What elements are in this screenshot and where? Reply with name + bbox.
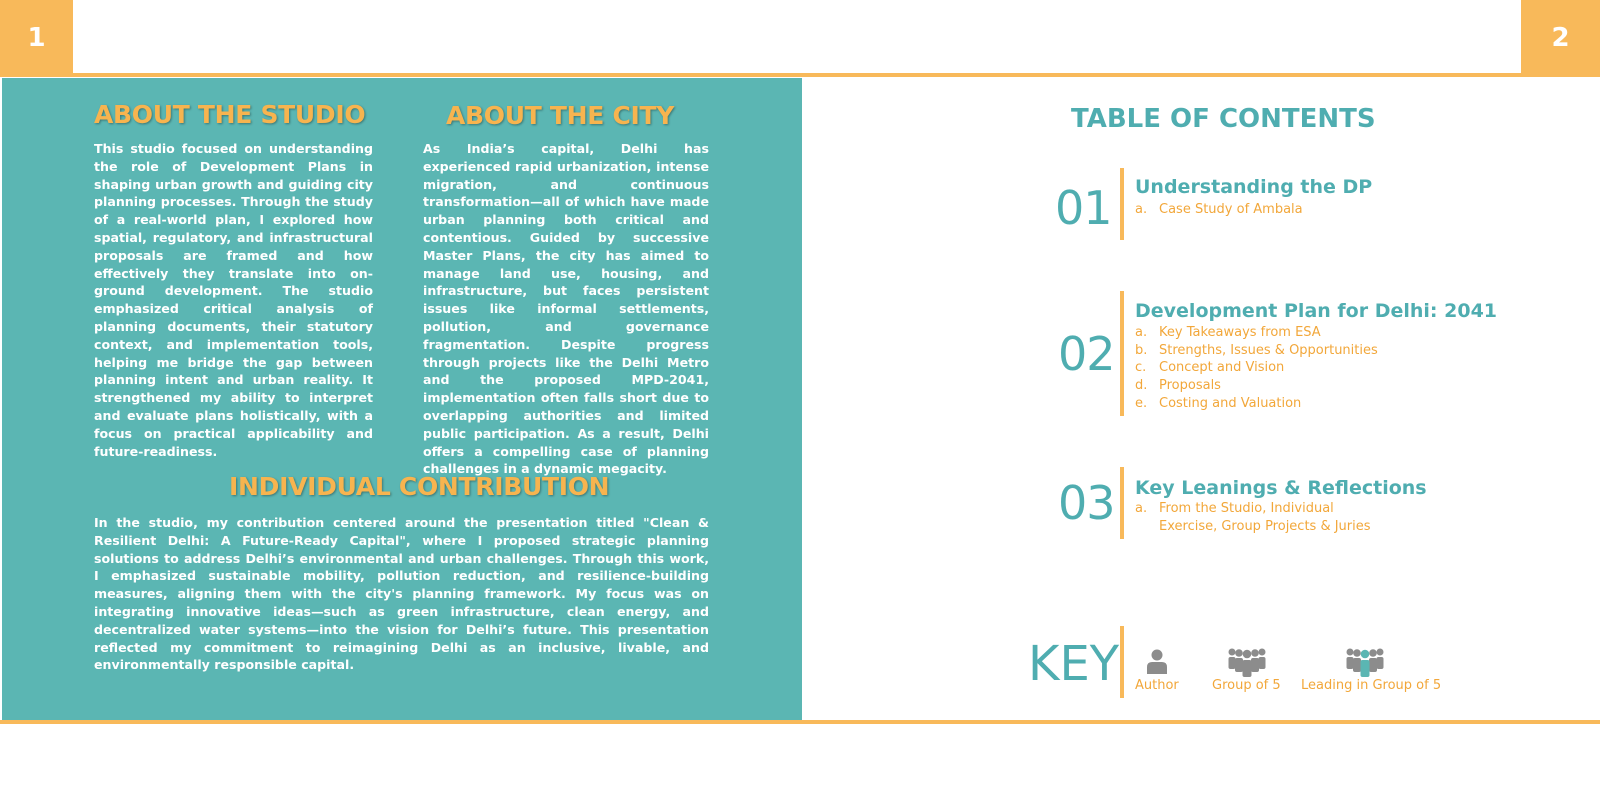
- individual-contribution-text: In the studio, my contribution centered around the presentation titled "Clean & Resilient Delhi: A Future-Ready Capital", where I proposed strategic planning solutions to address Delhi’s environmental and urban challenges. Through this work, I emphasized sustainable mobility, pollution reduction, and resilience-building measures, aligning them with the city's planning framework. My focus was on integrating innovative ideas—such as green infrastructure, clean energy, and decentralized water systems—into the vision for Delhi’s future. This presentation reflected my commitment to reimagining Delhi as an inclusive, livable, and environmentally responsible capital.: [94, 515, 709, 673]
- toc-section-number: 01: [1055, 181, 1112, 235]
- bottom-divider: [0, 720, 1600, 724]
- toc-subitem: c. Concept and Vision: [1135, 360, 1285, 376]
- key-label-leading: Leading in Group of 5: [1301, 678, 1442, 693]
- toc-subitem: e. Costing and Valuation: [1135, 395, 1302, 411]
- individual-contribution-heading: INDIVIDUAL CONTRIBUTION: [229, 472, 610, 501]
- toc-subitem: a. Case Study of Ambala: [1135, 202, 1303, 217]
- toc-section-number: 02: [1058, 327, 1115, 381]
- about-city-heading: ABOUT THE CITY: [446, 101, 675, 130]
- toc-subitem: a. From the Studio, Individual: [1135, 501, 1334, 516]
- toc-section-title: Understanding the DP: [1135, 176, 1373, 198]
- about-studio-text: This studio focused on understanding the role of Development Plans in shaping urban growth and guiding city planning processes. Through the study of a real-world plan, I explored how spatial, regulatory, and infrastructural proposals are framed and how effectively they translate into on-ground development. The studio emphasized critical analysis of planning documents, their statutory context, and implementation tools, helping me bridge the gap between planning intent and urban reality. It strengthened my ability to interpret and evaluate plans holistically, with a focus on practical applicability and future-readiness.: [94, 141, 373, 459]
- toc-subitem: b. Strengths, Issues & Opportunities: [1135, 342, 1378, 358]
- group-icon: [1227, 647, 1267, 677]
- person-icon: [1146, 648, 1168, 674]
- key-label-author: Author: [1135, 678, 1179, 693]
- toc-subitem-list: [1135, 201, 1303, 219]
- toc-section-divider: [1120, 467, 1124, 539]
- about-studio-heading: ABOUT THE STUDIO: [94, 100, 366, 129]
- toc-section-title: Development Plan for Delhi: 2041: [1135, 300, 1498, 322]
- key-divider: [1120, 626, 1124, 698]
- key-title: KEY: [1028, 636, 1120, 692]
- toc-subitem: d. Proposals: [1135, 378, 1221, 394]
- toc-section-divider: [1120, 168, 1124, 240]
- toc-title: TABLE OF CONTENTS: [1071, 104, 1376, 134]
- toc-subitem-list: [1135, 324, 1378, 413]
- about-city-text: As India’s capital, Delhi has experienced rapid urbanization, intense migration, and continuous transformation—all of which have made urban planning both critical and contentious. Guided by successive Master Plans, the city has aimed to manage land use, housing, and infrastructure, but faces persistent issues like informal settlements, pollution, and governance fragmentation. Despite progress through projects like the Delhi Metro and the proposed MPD-2041, implementation often falls short due to overlapping authorities and limited public participation. As a result, Delhi offers a compelling case of planning challenges in a dynamic megacity.: [423, 141, 709, 477]
- toc-subitem: Exercise, Group Projects & Juries: [1159, 518, 1371, 534]
- toc-section-divider: [1120, 291, 1124, 416]
- page-number-left: 1: [0, 0, 73, 75]
- toc-section-title: Key Leanings & Reflections: [1135, 477, 1427, 499]
- group-leading-icon: [1345, 647, 1385, 677]
- key-label-group: Group of 5: [1212, 678, 1281, 693]
- toc-subitem-list: [1135, 500, 1371, 535]
- toc-subitem: a. Key Takeaways from ESA: [1135, 325, 1321, 340]
- toc-section-number: 03: [1058, 476, 1115, 530]
- top-divider: [0, 73, 1600, 77]
- page-number-right: 2: [1521, 0, 1600, 75]
